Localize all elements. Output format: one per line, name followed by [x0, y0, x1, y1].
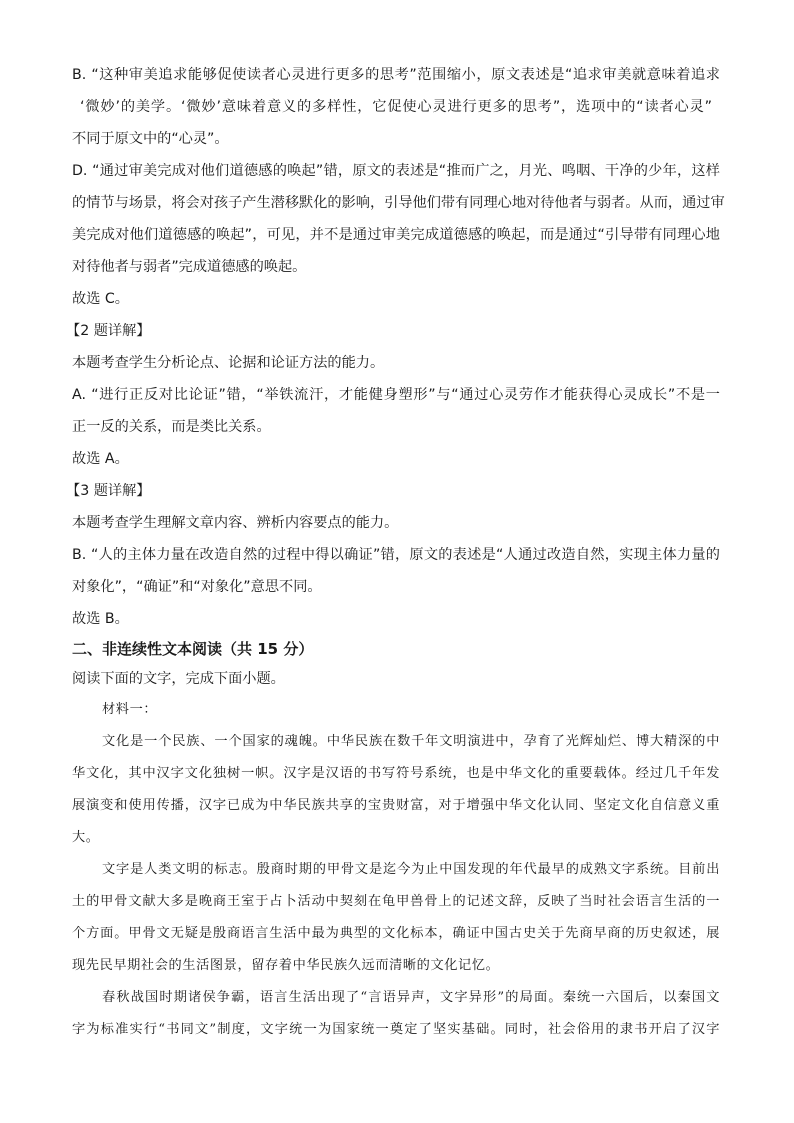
- material-line: 现先民早期社会的生活图景，留存着中华民族久远而清晰的文化记忆。: [72, 958, 500, 973]
- answer-line: 对象化”，“确证”和“对象化”意思不同。: [72, 579, 322, 595]
- answer-choice: 故选 B。: [72, 611, 129, 627]
- material-line: 春秋战国时期诸侯争霸，语言生活出现了“言语异声，文字异形”的局面。秦统一六国后，以秦国文: [102, 990, 720, 1005]
- instruction-text: 阅读下面的文字，完成下面小题。: [72, 671, 285, 687]
- answer-line: ‘微妙’的美学。‘微妙’意味着意义的多样性，它促使心灵进行更多的思考”，选项中的“读者心灵”: [80, 99, 712, 115]
- material-line: 文化是一个民族、一个国家的魂魄。中华民族在数千年文明演进中，孕育了光辉灿烂、博大精深的中: [102, 734, 720, 749]
- answer-line: 的情节与场景，将会对孩子产生潜移默化的影响，引导他们带有同理心地对待他者与弱者。从而，通过审: [72, 195, 725, 211]
- material-line: 个方面。甲骨文无疑是殷商语言生活中最为典型的文化标本，确证中国古史关于先商早商的历史叙述，展: [72, 926, 720, 941]
- answer-line: 对待他者与弱者”完成道德感的唤起。: [72, 259, 307, 275]
- answer-line: D. “通过审美完成对他们道德感的唤起”错，原文的表述是“推而广之，月光、鸣咽、干净的少年，这样: [72, 163, 720, 179]
- answer-line: 美完成对他们道德感的唤起”，可见，并不是通过审美完成道德感的唤起，而是通过“引导带有同理心地: [72, 227, 720, 243]
- material-line: 大。: [72, 830, 100, 845]
- answer-line: B. “这种审美追求能够促使读者心灵进行更多的思考”范围缩小，原文表述是“追求审美就意味着追求: [72, 67, 720, 83]
- material-label: 材料一：: [102, 702, 158, 717]
- material-line: 华文化，其中汉字文化独树一帜。汉字是汉语的书写符号系统，也是中华文化的重要载体。经过几千年发: [72, 766, 720, 781]
- material-line: 文字是人类文明的标志。殷商时期的甲骨文是迄今为止中国发现的年代最早的成熟文字系统。目前出: [102, 862, 720, 877]
- answer-line: 本题考查学生理解文章内容、辨析内容要点的能力。: [72, 515, 399, 531]
- answer-line: 正一反的关系，而是类比关系。: [72, 419, 271, 435]
- section-title: 二、非连续性文本阅读（共 15 分）: [72, 640, 314, 658]
- answer-choice: 故选 A。: [72, 451, 129, 467]
- material-line: 展演变和使用传播，汉字已成为中华民族共享的宝贵财富，对于增强中华文化认同、坚定文化自信意义重: [72, 798, 720, 813]
- material-line: 字为标准实行“书同文”制度，文字统一为国家统一奠定了坚实基础。同时，社会俗用的隶书开启了汉字: [72, 1022, 720, 1037]
- answer-line: A. “进行正反对比论证”错，“举铁流汗，才能健身塑形”与“通过心灵劳作才能获得心灵成长”不是一: [72, 387, 720, 403]
- question-detail-header: 【3 题详解】: [66, 483, 151, 499]
- question-detail-header: 【2 题详解】: [66, 323, 151, 339]
- answer-choice: 故选 C。: [72, 291, 129, 307]
- answer-line: B. “人的主体力量在改造自然的过程中得以确证”错，原文的表述是“人通过改造自然，实现主体力量的: [72, 547, 720, 563]
- answer-line: 不同于原文中的“心灵”。: [72, 131, 229, 147]
- answer-line: 本题考查学生分析论点、论据和论证方法的能力。: [72, 355, 385, 371]
- material-line: 土的甲骨文献大多是晚商王室于占卜活动中契刻在龟甲兽骨上的记述文辞，反映了当时社会语言生活的一: [72, 894, 720, 909]
